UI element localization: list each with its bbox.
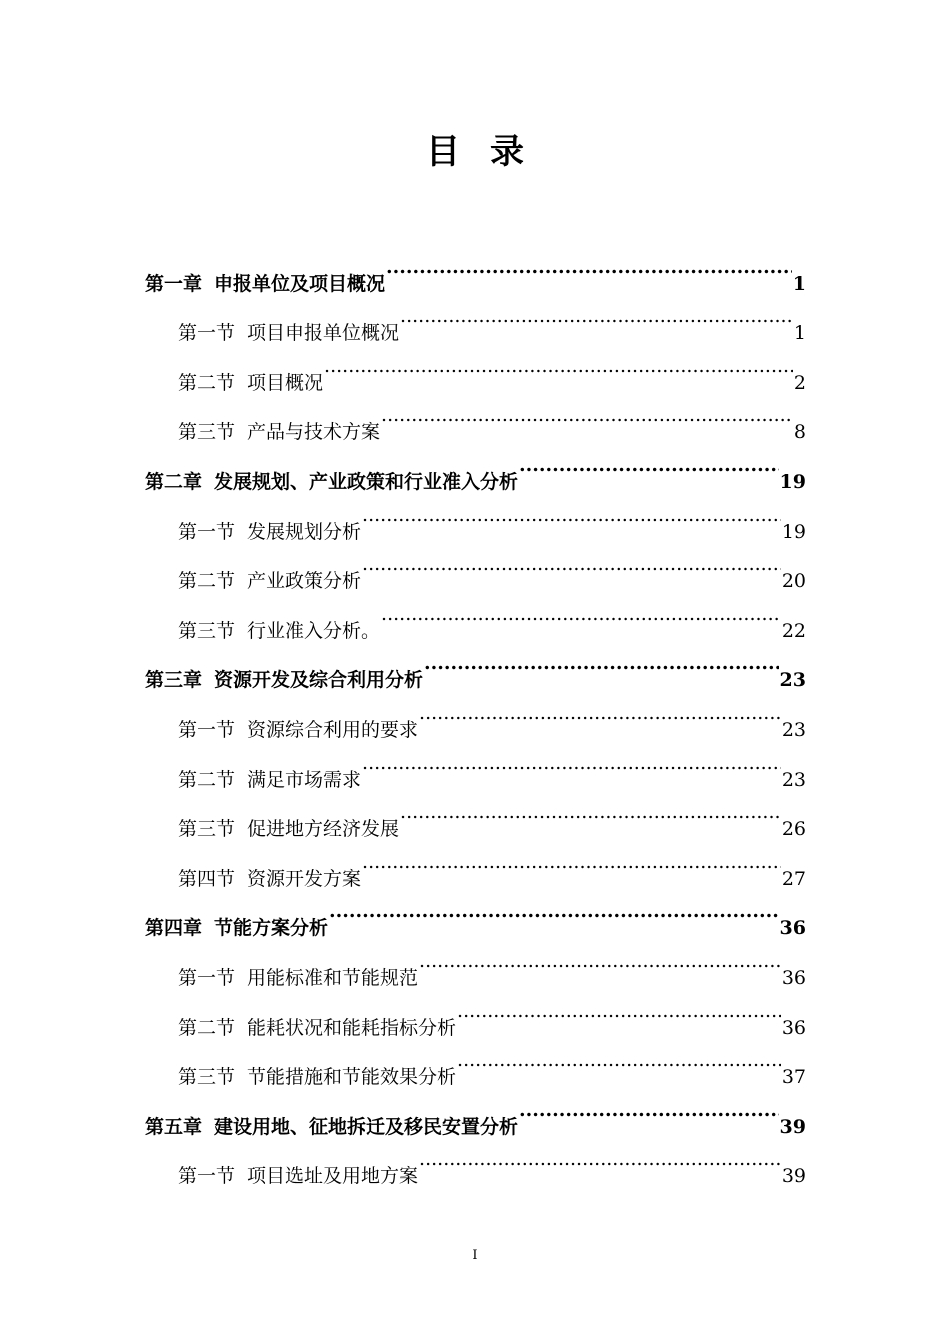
page-number: I — [472, 1248, 478, 1263]
toc-entry-title: 满足市场需求 — [247, 768, 362, 791]
toc-page-number: 36 — [781, 1016, 806, 1039]
toc-dot-leader — [362, 538, 781, 588]
toc-entry-title: 申报单位及项目概况 — [214, 272, 386, 295]
toc-page-number: 36 — [781, 966, 806, 989]
toc-entry-number: 第二节 — [178, 371, 236, 394]
toc-dot-leader — [381, 587, 781, 637]
toc-entry-label — [178, 408, 380, 458]
toc-entry-number: 第三节 — [178, 619, 236, 642]
toc-entry-number: 第五章 — [145, 1115, 203, 1138]
toc-page-number: 1 — [793, 322, 806, 345]
toc-page-number: 37 — [781, 1066, 806, 1089]
toc-page-number: 39 — [779, 1115, 806, 1138]
toc-entry-title: 行业准入分析。 — [247, 619, 381, 642]
toc-page-number: 19 — [781, 520, 806, 543]
toc-entry-number: 第一节 — [178, 1165, 236, 1188]
toc-page-number: 2 — [793, 371, 806, 394]
toc-dot-leader — [324, 339, 793, 389]
toc-entry-title: 产业政策分析 — [247, 570, 362, 593]
toc-dot-leader — [457, 1034, 781, 1084]
toc-entry-number: 第一章 — [145, 272, 203, 295]
toc-entry-label — [145, 260, 385, 310]
toc-entry-number: 第四节 — [178, 867, 236, 890]
toc-dot-leader — [419, 1133, 781, 1183]
toc-page-number: 19 — [779, 470, 806, 493]
toc-entry-label — [178, 508, 361, 558]
toc-dot-leader — [362, 835, 781, 885]
toc-entry-label — [178, 607, 380, 657]
toc-entry-number: 第一节 — [178, 322, 236, 345]
toc-dot-leader — [519, 1083, 779, 1133]
toc-entry-label — [145, 656, 423, 706]
toc-entry-title: 发展规划、产业政策和行业准入分析 — [214, 470, 519, 493]
toc-entry-number: 第一节 — [178, 966, 236, 989]
toc-entry-title: 建设用地、征地拆迁及移民安置分析 — [214, 1115, 519, 1138]
toc-entry-title: 能耗状况和能耗指标分析 — [247, 1016, 457, 1039]
toc-entry-number: 第二节 — [178, 1016, 236, 1039]
toc-page-number: 36 — [779, 917, 806, 940]
toc-entry-number: 第一节 — [178, 718, 236, 741]
toc-page-number: 20 — [781, 570, 806, 593]
toc-dot-leader — [419, 686, 781, 736]
toc-entry-title: 用能标准和节能规范 — [247, 966, 419, 989]
toc-entry-title: 节能措施和节能效果分析 — [247, 1066, 457, 1089]
toc-entry-label — [178, 1152, 418, 1202]
toc-entry-number: 第二节 — [178, 768, 236, 791]
toc-entry-number: 第二节 — [178, 570, 236, 593]
toc-entry-title: 项目申报单位概况 — [247, 322, 400, 345]
toc-entry-title: 促进地方经济发展 — [247, 818, 400, 841]
toc-page-number: 22 — [781, 619, 806, 642]
toc-entry-title: 产品与技术方案 — [247, 421, 381, 444]
toc-dot-leader — [386, 240, 792, 290]
toc-dot-leader — [400, 786, 781, 836]
toc-entry-label — [178, 954, 418, 1004]
toc-dot-leader — [519, 438, 779, 488]
toc-dot-leader — [381, 389, 793, 439]
toc-entry-number: 第一节 — [178, 520, 236, 543]
toc-page-number: 23 — [781, 718, 806, 741]
toc-dot-leader — [362, 736, 781, 786]
toc-entry-title: 项目选址及用地方案 — [247, 1165, 419, 1188]
toc-entry-number: 第三节 — [178, 818, 236, 841]
table-of-contents — [145, 240, 806, 1188]
toc-entry-number: 第三节 — [178, 1066, 236, 1089]
toc-entry-title: 资源开发及综合利用分析 — [214, 669, 424, 692]
toc-entry-number: 第四章 — [145, 917, 203, 940]
toc-entry-number: 第三章 — [145, 669, 203, 692]
toc-entry-label — [178, 1004, 456, 1054]
toc-chapter-entry[interactable] — [145, 240, 806, 295]
toc-dot-leader — [419, 934, 781, 984]
toc-page-number: 1 — [792, 272, 806, 295]
toc-page-number: 26 — [781, 818, 806, 841]
toc-entry-title: 资源开发方案 — [247, 867, 362, 890]
toc-entry-label — [145, 904, 328, 954]
toc-entry-label — [178, 756, 361, 806]
toc-page-number: 23 — [779, 669, 806, 692]
toc-dot-leader — [329, 885, 779, 935]
toc-entry-number: 第三节 — [178, 421, 236, 444]
toc-entry-label — [178, 359, 323, 409]
toc-entry-label — [178, 1053, 456, 1103]
toc-page-number: 27 — [781, 867, 806, 890]
toc-entry-title: 节能方案分析 — [214, 917, 329, 940]
toc-dot-leader — [424, 637, 779, 687]
toc-dot-leader — [362, 488, 781, 538]
toc-entry-title: 项目概况 — [247, 371, 324, 394]
toc-entry-title: 资源综合利用的要求 — [247, 718, 419, 741]
toc-page-number: 23 — [781, 768, 806, 791]
toc-page-number: 8 — [793, 421, 806, 444]
toc-dot-leader — [457, 984, 781, 1034]
toc-entry-number: 第二章 — [145, 470, 203, 493]
toc-dot-leader — [400, 290, 793, 340]
toc-entry-title: 发展规划分析 — [247, 520, 362, 543]
toc-entry-label — [178, 557, 361, 607]
toc-page-number: 39 — [781, 1165, 806, 1188]
page-title: 目录 — [426, 132, 554, 172]
